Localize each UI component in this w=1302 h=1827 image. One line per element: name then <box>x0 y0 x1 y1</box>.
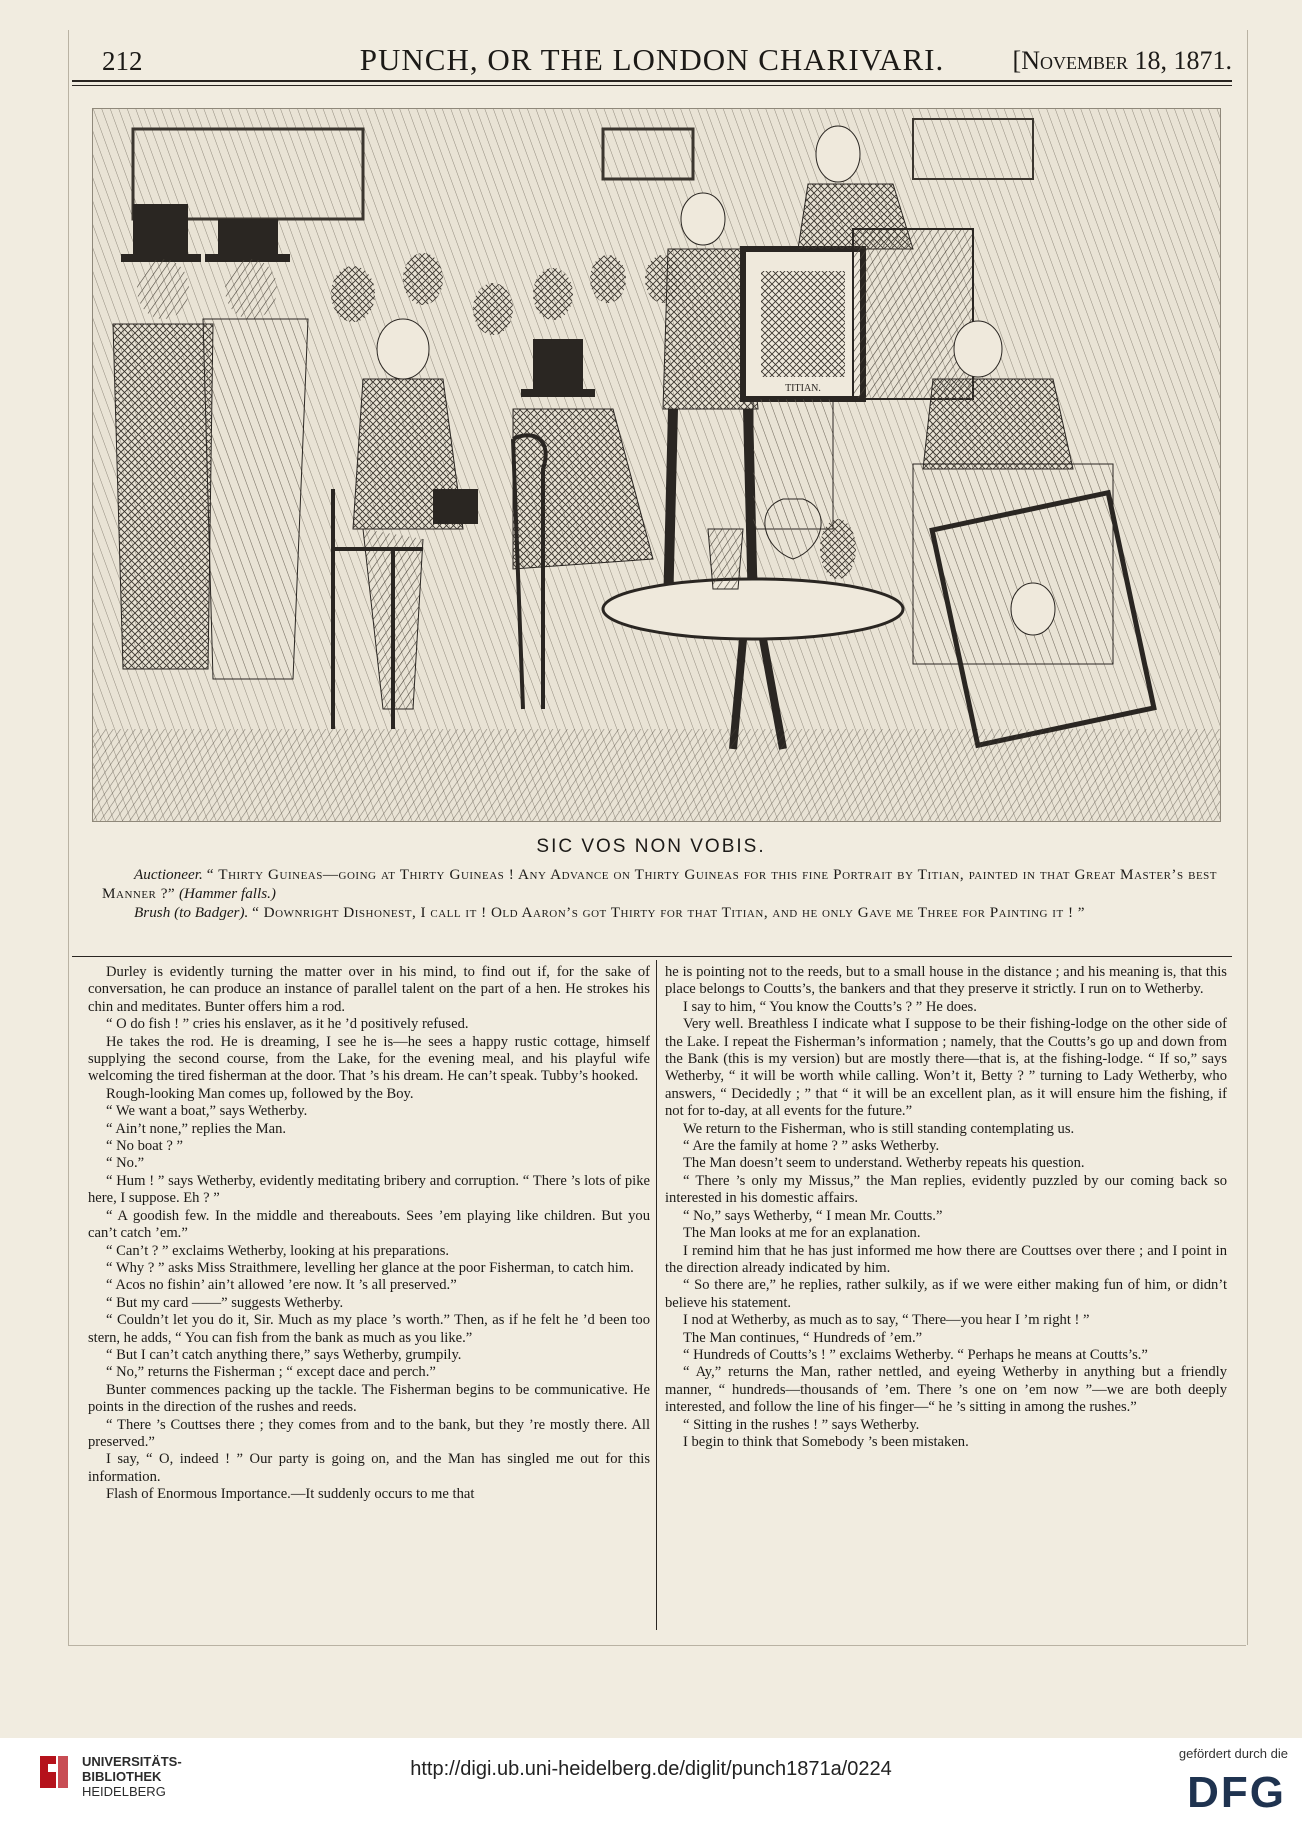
left-paragraph: “ Couldn’t let you do it, Sir. Much as my place ’s worth.” Then, as if he felt he ’d been too stern, he adds, “ You can fish from the bank as much as you like.” <box>88 1312 650 1346</box>
right-paragraph: I begin to think that Somebody ’s been mistaken. <box>683 1433 969 1450</box>
left-paragraph: “ Acos no fishin’ ain’t allowed ’ere now. It ’s all preserved.” <box>106 1277 457 1294</box>
left-paragraph: Rough-looking Man comes up, followed by the Boy. <box>106 1085 414 1102</box>
right-paragraph: “ Hundreds of Coutts’s ! ” exclaims Wetherby. “ Perhaps he means at Coutts’s.” <box>683 1346 1148 1363</box>
columns-top-rule <box>72 956 1232 957</box>
right-paragraph: “ No,” says Wetherby, “ I mean Mr. Coutts.” <box>683 1207 943 1224</box>
left-paragraph: “ Why ? ” asks Miss Straithmere, levelling her glance at the poor Fisherman, to catch him. <box>106 1259 634 1276</box>
caption-speaker-aside: (to Badger). <box>174 904 249 921</box>
right-paragraph: I remind him that he has just informed me how there are Couttses over there ; and I point in the direction already indicated by him. <box>665 1242 1227 1276</box>
left-column <box>88 964 650 1504</box>
caption-line-brush: “ Downright Dishonest, I call it ! Old Aaron’s got Thirty for that Titian, and he only Gave me Three for Painting it ! ” <box>252 904 1086 921</box>
left-paragraph: “ There ’s Couttses there ; they comes from and to the bank, but they ’re mostly there. All preserved.” <box>88 1416 650 1450</box>
right-paragraph: “ So there are,” he replies, rather sulkily, as if we were either making fun of him, or didn’t believe his statement. <box>665 1277 1227 1311</box>
library-name-line: UNIVERSITÄTS- <box>82 1754 182 1769</box>
floor <box>93 729 1220 821</box>
left-paragraph: Flash of Enormous Importance.—It suddenly occurs to me that <box>106 1486 475 1503</box>
right-paragraph: The Man doesn’t seem to understand. Wetherby repeats his question. <box>683 1155 1085 1172</box>
left-paragraph: “ A goodish few. In the middle and thereabouts. Sees ’em playing like children. But you can’t catch ’em.” <box>88 1207 650 1242</box>
caption-paragraph-2 <box>102 903 1217 922</box>
right-paragraph: I nod at Wetherby, as much as to say, “ There—you hear I ’m right ! ” <box>683 1312 1090 1329</box>
column-divider <box>656 960 657 1630</box>
dfg-logo: DFG <box>1187 1768 1286 1817</box>
right-paragraph: I say to him, “ You know the Coutts’s ? ” He does. <box>683 998 977 1015</box>
left-paragraph: “ No.” <box>106 1155 145 1172</box>
right-paragraph: The Man continues, “ Hundreds of ’em.” <box>683 1329 923 1346</box>
library-name-line: BIBLIOTHEK <box>82 1769 162 1784</box>
left-paragraph: He takes the rod. He is dreaming, I see he is—he sees a happy rustic cottage, himself supplying the second course, from the Lake, for the evening meal, and his playful wife welcoming the tired fisherman at the door. That ’s his dream. He can’t speak. Tubby’s hooked. <box>88 1033 650 1085</box>
left-paragraph: “ O do fish ! ” cries his enslaver, as it he ’d positively refused. <box>106 1016 469 1033</box>
painting-signature: TITIAN. <box>785 383 821 394</box>
footer-rule <box>68 1645 1246 1646</box>
header-rule <box>72 80 1232 82</box>
digitization-footer <box>0 1738 1302 1827</box>
caption-line-auctioneer: “ Thirty Guineas—going at Thirty Guineas ! Any Advance on Thirty Guineas for this fine Portrait by Titian, painted in that Great Master’s best Manner ?” <box>102 866 1218 902</box>
right-paragraph: “ Are the family at home ? ” asks Wetherby. <box>683 1138 940 1155</box>
right-paragraph: “ Sitting in the rushes ! ” says Wetherby. <box>683 1416 920 1433</box>
left-paragraph: Bunter commences packing up the tackle. The Fisherman begins to be communicative. He points in the direction of the rushes and reeds. <box>88 1381 650 1416</box>
caption-paragraph-1 <box>102 865 1217 903</box>
cartoon-title: SIC VOS NON VOBIS. <box>536 836 766 857</box>
right-paragraph: “ Ay,” returns the Man, rather nettled, and eyeing Wetherby in anything but a friendly manner, “ hundreds—thousands of ’em. There ’s one on ’em now ”—we are both deeply interested, and follow the line of his finger—“ he ’s sitting in among the rushes.” <box>665 1364 1227 1416</box>
caption-stage-direction: (Hammer falls.) <box>178 885 276 902</box>
cartoon-caption <box>102 865 1217 922</box>
permalink-url[interactable]: http://digi.ub.uni-heidelberg.de/diglit/punch1871a/0224 <box>410 1758 892 1780</box>
issue-date: [November 18, 1871. <box>1012 46 1232 75</box>
left-paragraph: “ Can’t ? ” exclaims Wetherby, looking at his preparations. <box>106 1242 450 1259</box>
right-column <box>665 964 1227 1451</box>
left-paragraph: “ No,” returns the Fisherman ; “ except dace and perch.” <box>106 1364 436 1381</box>
left-paragraph: “ Ain’t none,” replies the Man. <box>106 1120 287 1137</box>
right-paragraph: We return to the Fisherman, who is still standing contemplating us. <box>683 1120 1075 1137</box>
masthead-title: PUNCH, OR THE LONDON CHARIVARI. <box>359 42 945 77</box>
engraving-illustration <box>92 108 1221 822</box>
caption-speaker-auctioneer: Auctioneer. <box>134 866 203 883</box>
page-header <box>72 38 1232 78</box>
header-rule-thin <box>72 85 1232 86</box>
right-paragraph: “ There ’s only my Missus,” the Man replies, evidently puzzled by our coming back so interested in his domestic affairs. <box>665 1172 1227 1207</box>
auction-scene <box>93 109 1220 821</box>
left-paragraph: “ Hum ! ” says Wetherby, evidently meditating bribery and corruption. “ There ’s lots of pike here, I suppose. Eh ? ” <box>88 1172 650 1207</box>
right-paragraph: Very well. Breathless I indicate what I suppose to be their fishing-lodge on the other side of the Lake. I repeat the Fisherman’s information ; namely, that the Coutts’s go up and down from the Bank (this is my version) but are mostly there—that is, at the fishing-lodge. “ If so,” says Wetherby, “ it will be worth while calling. Won’t it, Betty ? ” turning to Lady Wetherby, who answers, “ Decidedly ; ” that “ it will be an excellent plan, as it will ensure him the fishing, if not for to-day, at all events for the future.” <box>665 1016 1227 1120</box>
left-paragraph: “ We want a boat,” says Wetherby. <box>106 1103 308 1120</box>
caption-speaker-brush: Brush <box>134 904 171 921</box>
right-paragraph: The Man looks at me for an explanation. <box>683 1225 921 1242</box>
left-paragraph: “ But I can’t catch anything there,” says Wetherby, grumpily. <box>106 1346 462 1363</box>
page-number: 212 <box>102 46 143 76</box>
left-paragraph: Durley is evidently turning the matter over in his mind, to find out if, for the sake of conversation, he can produce an instance of parallel talent on the part of a hen. He strokes his chin and meditates. Bunter offers him a rod. <box>88 964 650 1015</box>
left-paragraph: “ But my card ——” suggests Wetherby. <box>106 1294 344 1311</box>
library-name-line: HEIDELBERG <box>82 1784 166 1799</box>
titian-portrait-frame <box>743 249 863 399</box>
left-paragraph: “ No boat ? ” <box>106 1138 183 1155</box>
funding-label: gefördert durch die <box>1178 1746 1288 1761</box>
left-paragraph: I say, “ O, indeed ! ” Our party is going on, and the Man has singled me out for this information. <box>88 1451 650 1485</box>
right-paragraph: he is pointing not to the reeds, but to a small house in the distance ; and his meaning is, that this place belongs to Coutts’s, the bankers and that they preserve it strictly. I run on to Wetherby. <box>665 964 1227 998</box>
